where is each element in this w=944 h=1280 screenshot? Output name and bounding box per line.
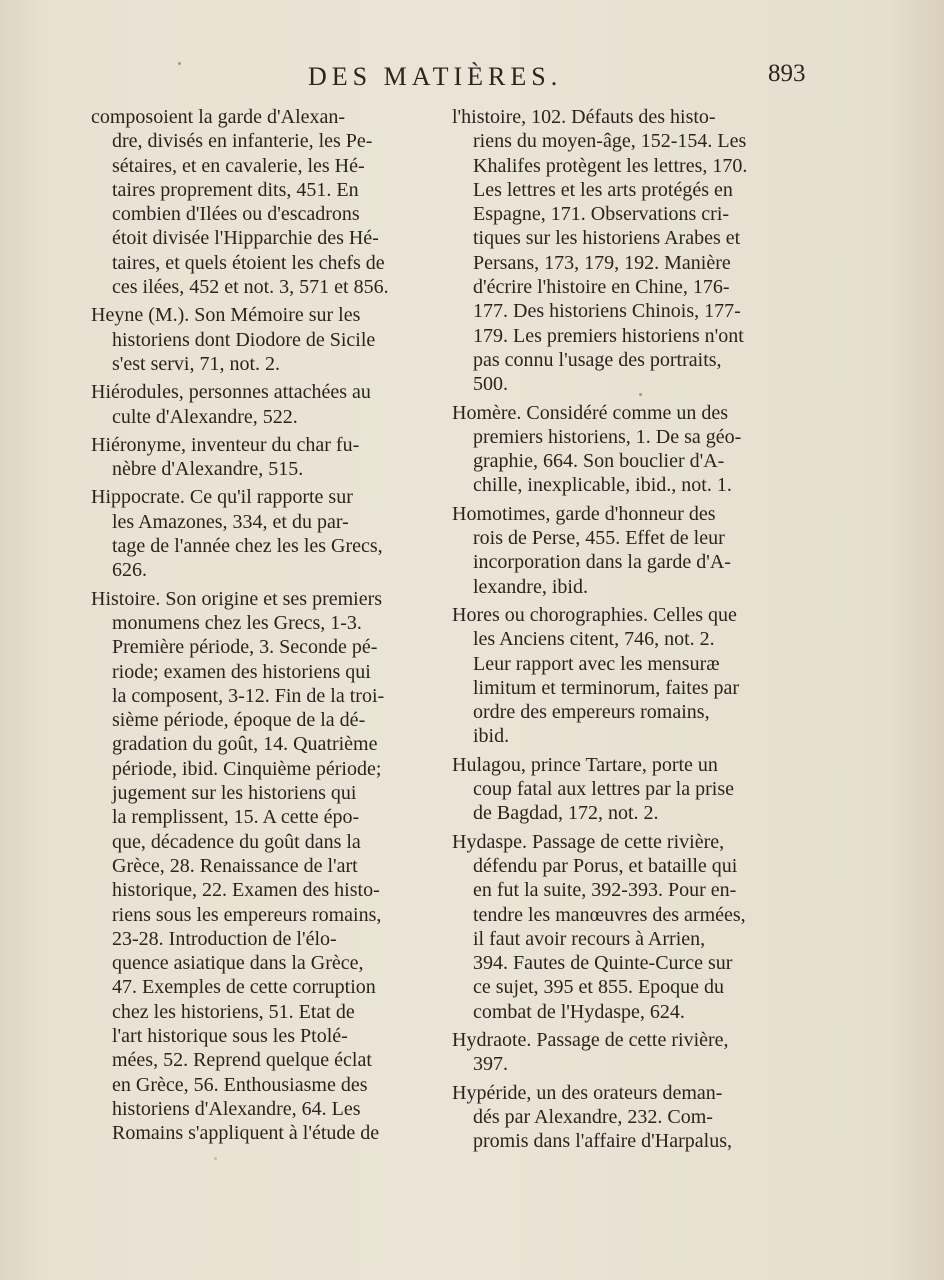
index-line: ces ilées, 452 et not. 3, 571 et 856.: [112, 276, 389, 299]
index-line: 179. Les premiers historiens n'ont: [473, 324, 744, 347]
index-line: dés par Alexandre, 232. Com-: [473, 1105, 713, 1128]
index-line: composoient la garde d'Alexan-: [91, 106, 346, 128]
index-line: combien d'Ilées ou d'escadrons: [112, 203, 360, 226]
index-entry: [452, 753, 807, 826]
index-line: ce sujet, 395 et 855. Epoque du: [473, 976, 725, 999]
index-entry: [452, 1081, 807, 1154]
paper-speck: [639, 393, 642, 396]
index-line: de Bagdad, 172, not. 2.: [473, 802, 659, 825]
index-line: gradation du goût, 14. Quatrième: [112, 733, 378, 756]
index-entry: [91, 485, 447, 582]
index-line: Hydaspe. Passage de cette rivière,: [452, 830, 725, 853]
index-line: tendre les manœuvres des armées,: [473, 903, 746, 926]
index-line: graphie, 664. Son bouclier d'A-: [473, 450, 725, 473]
index-line: quence asiatique dans la Grèce,: [112, 952, 364, 975]
index-line: ordre des empereurs romains,: [473, 701, 710, 724]
index-line: Espagne, 171. Observations cri-: [473, 203, 730, 226]
index-entry: [91, 105, 447, 299]
index-line: l'histoire, 102. Défauts des histo-: [452, 106, 716, 128]
index-line: limitum et terminorum, faites par: [473, 676, 740, 699]
index-column-left: [91, 105, 447, 1145]
index-line: période, ibid. Cinquième période;: [112, 757, 382, 780]
index-line: historique, 22. Examen des histo-: [112, 879, 380, 902]
index-line: historiens d'Alexandre, 64. Les: [112, 1097, 361, 1120]
index-line: défendu par Porus, et bataille qui: [473, 854, 738, 877]
index-column-right: [452, 105, 807, 1153]
index-line: taires, et quels étoient les chefs de: [112, 251, 385, 274]
index-line: Histoire. Son origine et ses premiers: [91, 587, 383, 610]
index-line: historiens dont Diodore de Sicile: [112, 328, 376, 351]
index-line: Première période, 3. Seconde pé-: [112, 636, 378, 659]
paper-speck: [214, 1157, 217, 1160]
index-line: 23-28. Introduction de l'élo-: [112, 927, 337, 950]
index-line: Les lettres et les arts protégés en: [473, 178, 733, 201]
index-line: les Anciens citent, 746, not. 2.: [473, 628, 715, 651]
index-line: Hippocrate. Ce qu'il rapporte sur: [91, 486, 353, 509]
page-header: [0, 58, 944, 98]
index-entry: [452, 1028, 807, 1077]
index-line: que, décadence du goût dans la: [112, 830, 361, 853]
index-line: pas connu l'usage des portraits,: [473, 348, 722, 371]
index-entry: [452, 603, 807, 749]
index-line: promis dans l'affaire d'Harpalus,: [473, 1130, 732, 1153]
index-line: il faut avoir recours à Arrien,: [473, 927, 706, 950]
index-line: 47. Exemples de cette corruption: [112, 976, 376, 999]
index-entry: [452, 830, 807, 1024]
index-line: Khalifes protègent les lettres, 170.: [473, 154, 748, 177]
index-line: riode; examen des historiens qui: [112, 660, 371, 683]
index-line: Persans, 173, 179, 192. Manière: [473, 251, 731, 274]
index-line: lexandre, ibid.: [473, 575, 588, 598]
index-line: riens du moyen-âge, 152-154. Les: [473, 130, 747, 153]
index-line: tage de l'année chez les les Grecs,: [112, 535, 383, 558]
index-entry: [452, 105, 807, 397]
index-line: s'est servi, 71, not. 2.: [112, 352, 281, 375]
index-line: la composent, 3-12. Fin de la troi-: [112, 684, 385, 707]
index-line: 177. Des historiens Chinois, 177-: [473, 300, 741, 323]
index-line: les Amazones, 334, et du par-: [112, 510, 349, 533]
index-line: monumens chez les Grecs, 1-3.: [112, 611, 362, 634]
index-line: combat de l'Hydaspe, 624.: [473, 1000, 685, 1023]
index-line: Homère. Considéré comme un des: [452, 401, 729, 424]
index-line: nèbre d'Alexandre, 515.: [112, 458, 304, 481]
index-entry: [91, 433, 447, 482]
index-line: riens sous les empereurs romains,: [112, 903, 382, 926]
index-line: Grèce, 28. Renaissance de l'art: [112, 854, 358, 877]
index-line: 626.: [112, 559, 147, 582]
index-line: 394. Fautes de Quinte-Curce sur: [473, 952, 733, 975]
index-line: Hiérodules, personnes attachées au: [91, 381, 371, 404]
index-line: en fut la suite, 392-393. Pour en-: [473, 879, 737, 902]
index-line: Hulagou, prince Tartare, porte un: [452, 753, 718, 776]
running-title: DES MATIÈRES.: [308, 62, 563, 91]
index-line: dre, divisés en infanterie, les Pe-: [112, 130, 373, 153]
index-line: premiers historiens, 1. De sa géo-: [473, 425, 742, 448]
index-line: la remplissent, 15. A cette épo-: [112, 806, 360, 829]
index-line: l'art historique sous les Ptolé-: [112, 1024, 348, 1047]
index-line: Leur rapport avec les mensuræ: [473, 652, 720, 675]
index-line: Heyne (M.). Son Mémoire sur les: [91, 304, 361, 327]
index-line: étoit divisée l'Hipparchie des Hé-: [112, 227, 379, 250]
index-line: jugement sur les historiens qui: [112, 782, 357, 805]
index-entry: [91, 587, 447, 1146]
index-line: incorporation dans la garde d'A-: [473, 551, 731, 574]
index-line: Hydraote. Passage de cette rivière,: [452, 1028, 729, 1051]
index-line: mées, 52. Reprend quelque éclat: [112, 1049, 372, 1072]
index-line: Homotimes, garde d'honneur des: [452, 502, 716, 525]
index-line: 500.: [473, 373, 508, 396]
index-line: chez les historiens, 51. Etat de: [112, 1000, 355, 1023]
index-line: tiques sur les historiens Arabes et: [473, 227, 741, 250]
index-line: coup fatal aux lettres par la prise: [473, 778, 734, 801]
index-line: Romains s'appliquent à l'étude de: [112, 1122, 380, 1145]
index-entry: [91, 303, 447, 376]
index-line: sétaires, et en cavalerie, les Hé-: [112, 154, 365, 177]
index-line: Hiéronyme, inventeur du char fu-: [91, 433, 360, 456]
index-line: ibid.: [473, 725, 510, 748]
index-line: culte d'Alexandre, 522.: [112, 405, 298, 428]
index-line: chille, inexplicable, ibid., not. 1.: [473, 474, 732, 497]
index-line: d'écrire l'histoire en Chine, 176-: [473, 276, 730, 299]
index-line: taires proprement dits, 451. En: [112, 178, 359, 201]
index-line: Hypéride, un des orateurs deman-: [452, 1081, 723, 1104]
index-line: sième période, époque de la dé-: [112, 709, 366, 732]
index-line: en Grèce, 56. Enthousiasme des: [112, 1073, 368, 1096]
index-line: Hores ou chorographies. Celles que: [452, 603, 737, 626]
index-line: 397.: [473, 1053, 508, 1076]
page-number: 893: [768, 60, 806, 87]
index-line: rois de Perse, 455. Effet de leur: [473, 527, 725, 550]
index-entry: [452, 502, 807, 599]
index-entry: [91, 380, 447, 429]
paper-speck: [178, 62, 181, 65]
index-entry: [452, 401, 807, 498]
